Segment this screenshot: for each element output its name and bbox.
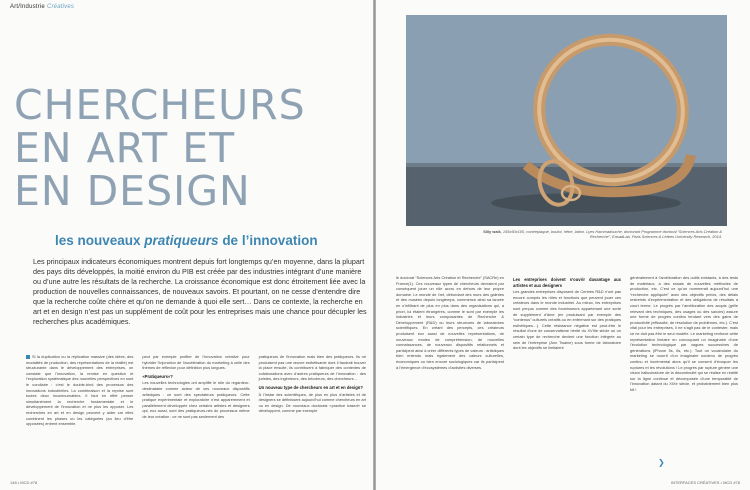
left-col3-intro: pratiqueurs de l’innovation mais bien des pratiqueurs. Ils ne produisent pas une œuvre esthétisante dont il faudrait trouver la place ensuite, ils contribuent à fabriquer des contextes de collaborations avec d’autres pratiqueurs de l’innovation : des juristes, des ingénieurs, des bricoleurs, des chercheurs… [258,354,366,382]
caption-text: , 155x50x100, contreplaqué, boulot, hêtre, laiton. Lyes Hammadouche, doctorant Programme doctoral “Sciences Arts Création & Recherche”, EnsadLab, Paris Sciences & Lettres University Research, 2014. [500,229,722,239]
section-name: Art/Industrie [10,4,45,10]
right-footer: INTERFACES CRÉATIVES • MCD #78 [670,480,740,485]
section-label [10,4,74,10]
right-column-3 [630,275,738,395]
subtitle-em: pratiqueurs [144,233,219,248]
left-col3-heading: Un nouveau type de chercheurs en art et en design? [258,384,363,390]
left-footer: 148 • MCD #78 [10,480,38,485]
right-col3-text: généralement à l’amélioration des outils existants, à des tests de matériaux, à des essais de nouvelles méthodes de production, etc. C’est ce qu’on nommerait aujourd’hui une “recherche appliquée” avec des objectifs précis, des délais restreints d’expérimentation et des obligations de résultats à court terme. Le progrès par l’amélioration des acquis (grille relevant des techniques, des usages ou des savoirs) assure une forme de progrès continu tendant vers des gains de productivité (efficacité, de résolution de problèmes, etc.). C’est vital pour les entreprises, il ne s’agit pas de le contester, mais ce ne doit pas être le seul modèle. Le marketing renforce cette représentation linéaire en convoquant un imaginaire d’une l’évolution technologique par vagues successives de générations (iPhone 5s, 6s, etc.). Tout un vocabulaire du marketing se nourrit d’un imaginaire soutenu de progrès continu et incrémental alors qu’il se consent d’évoquer les ruptures et les révolutions ! Le progrès par rupture génère une vision hallucinatoire de la discontinuité qui se réalise en réalité sur la ligne continue et décomposée d’une temporalité de l’innovation datant du XIXe siècle, et probablement bien plus tôt ! [630,275,738,392]
left-column-3 [259,354,366,430]
right-col2-text: Les grandes entreprises disposent de Centres R&D n’ont pas encore compris les rôles et fonctions que peuvent jouer ces créateurs dans le monde industriel. Au mieux, les entreprises sont perçus comme des fournisseurs appartenant une sorte de supplément d’âme (en produisant par exemple des “contenus” culturels créatifs ou en enfermant sur des pratiques esthétiques…). Cette résistance négative est peut-être le résultat d’une de conservatisme hérité du XVIIIe siècle où un certain type de recherche devient une fonction intégrée au sein de l’entreprise (Ann Twaine) sous forme de laboratoire dont les objectifs se limitaient [513,289,621,351]
subtitle [55,233,318,248]
intro-paragraph: Les principaux indicateurs économiques montrent depuis fort longtemps qu’en moyenne, dans la plupart des pays dits développés, la moitié environ du PIB est créée par des industries intégrant d’une manière ou d’une autre les résultats de la recherche. La croissance économique est donc étroitement liée avec la production de nouvelles connaissances, de nouveaux savoirs. Et pourtant, on ne cesse d’entendre dire que la recherche coûte chère et qu’on ne demande à quoi elle sert… Dans ce contexte, la recherche en art et en design n’est pas un supplément de coût pour les entreprises mais une chance pour décupler les recherches plus académiques. [33,257,367,326]
left-col2-heading: «Pratiqueurs»? [142,373,173,379]
caption-title: Silly walk [483,229,501,234]
headline [14,81,306,215]
left-col1-text: Si la duplication ou la réplication massive (des idées, des modalités de production, des représentations de la réalité) est structurante dans le développement des entreprises, on constate que l’innovation, la remise en question et l’exploration systématique des nouvelles perspectives en sont le corollaire : c’est le double-bind des processus des innovations industrielles. La combinaison et la reprise sont toutes deux incontournables. Il faut en effet penser simultanément la recherche fondamentale et le développement de l’innovation et ne plus les opposer. Les recherches en art et en design peuvent y aider car elles combinent les phases où les catégories (au lieu d’être opposées) entrent ensemble. [26,354,134,427]
right-body-columns [396,275,738,395]
right-column-2 [513,275,621,395]
subtitle-post: de l’innovation [218,233,318,248]
section-subname: Créatives [46,4,75,10]
continue-arrow-icon: ❯ [658,458,665,467]
left-col3-text: À l’instar des scientifiques, de plus en plus d’artistes et de designers se définissent aujourd’hui comme chercheurs en art ou en design. De nouveaux doctorats «practice based» se développent, comme par exemple [258,391,366,414]
left-body-columns [26,354,366,430]
left-column-1 [26,354,133,430]
right-col2-heading: Les entreprises doivent s’ouvrir davantage aux artistes et aux designers [513,277,621,288]
left-page [0,0,373,490]
headline-line-2: EN ART ET [14,124,236,172]
right-page [376,0,750,490]
paragraph-marker [26,355,30,359]
photo-caption [466,229,722,239]
subtitle-pre: les nouveaux [55,233,145,248]
right-column-1 [396,275,504,395]
headline-line-3: EN DESIGN [14,167,251,215]
right-col1-text: le doctorat “Sciences Arts Création et Recherche” (SACRe) en France(1). Ces nouveaux types de chercheurs devraient par conséquent jouer un rôle accru en dehors de leur propre domaine. Le monde de l’art, débordant des murs des galeries et des musées depuis longtemps, commence ainsi sa lancée en s’infiltrant de plus en plus dans des organisations qui, a priori, lui étaient étrangères, comme le sont par exemple les industries et leurs composantes de Recherche & Développement (R&D) ou leurs structures de laboratoires scientifiques. En créant des percepts, ces créateurs produisent eux aussi de nouvelles représentations, de nouveaux modes de compréhension, de nouvelles connaissances, de nouveaux dispositifs relationnels et participent ainsi à créer différents types de valeurs : artistiques bien entendu mais également des valeurs culturelles, économiques ou bien encore sociologiques car ils participent à l’émergence d’écosystèmes d’activités diverses. [396,275,504,370]
headline-line-1: CHERCHEURS [14,81,306,129]
left-col2-intro: peut par exemple profiter de l’innovation créative pour hybrider l’injonction de l’accélération du marketing à celle des thèmes de réflexion pour définition plus longues. [142,354,250,371]
artwork-photo [406,15,727,226]
silly-walk-sculpture-illustration [406,15,727,226]
left-col2-text: Les nouvelles technologies ont amplifié le rôle du regardeur-destinataire comme acteur de ces nouveaux dispositifs artistiques : ce sont des spectateurs pratiqueurs. Cette pratique expérimentale et exploratoire n’est apparemment et parallèlement développée chez certains artistes et designers qui, eux aussi, sont des pratiqueurs-nés du processus même de leur création : ce ne sont pas seulement des [142,380,250,419]
left-column-2 [142,354,249,430]
